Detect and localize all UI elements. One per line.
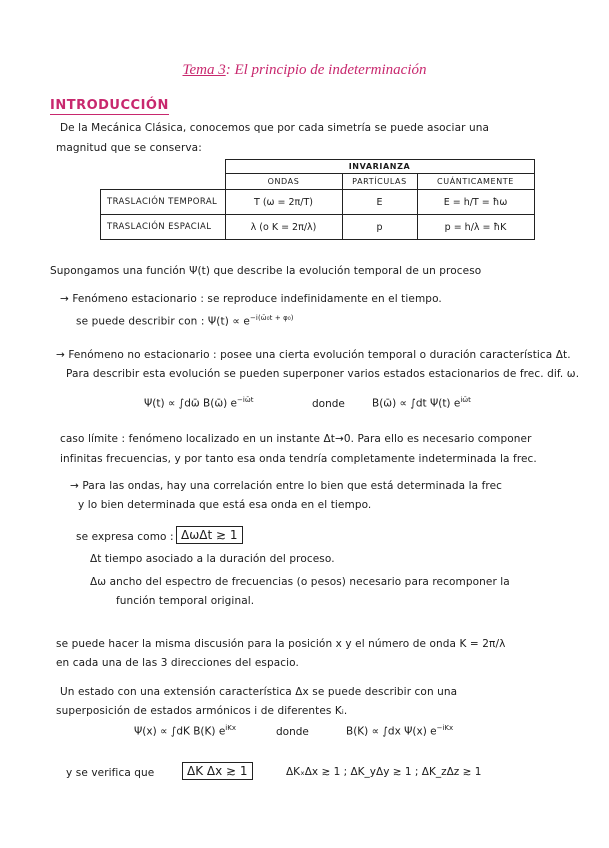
- formula-stationary-exponent: −i(ω̄₀t + φ₀): [249, 314, 294, 322]
- title-prefix: Tema 3: [182, 62, 226, 78]
- table-header-invarianza: INVARIANZA: [225, 160, 534, 174]
- paragraph-estacionario: → Fenómeno estacionario : se reproduce indefinidamente en el tiempo.: [60, 293, 442, 305]
- cell-ondas: T (ω = 2π/T): [225, 190, 342, 215]
- intro-line-2: magnitud que se conserva:: [56, 142, 202, 154]
- equation-b-k-exponent: −iKx: [436, 724, 454, 732]
- cell-ondas: λ (o K = 2π/λ): [225, 215, 342, 240]
- section-heading: INTRODUCCIÓN: [50, 98, 169, 113]
- equation-donde: donde: [312, 398, 345, 410]
- paragraph-verifica: y se verifica que: [66, 767, 155, 779]
- boxed-relation-k-x: ΔK Δx ≳ 1: [182, 762, 253, 780]
- formula-stationary: se puede describir con : Ψ(t) ∝ e: [76, 315, 250, 328]
- equation-donde-2: donde: [276, 726, 309, 738]
- paragraph-direcciones: en cada una de las 3 direcciones del espacio.: [56, 657, 299, 669]
- cell-particulas: p: [342, 215, 417, 240]
- paragraph-delta-t: Δt tiempo asociado a la duración del proceso.: [90, 553, 335, 565]
- cell-particulas: E: [342, 190, 417, 215]
- paragraph-infinitas: infinitas frecuencias, y por tanto esa onda tendría completamente indeterminada la frec.: [60, 453, 537, 465]
- paragraph-tiempo: y lo bien determinada que está esa onda en el tiempo.: [78, 499, 372, 511]
- paragraph-delta-omega: Δω ancho del espectro de frecuencias (o pesos) necesario para recomponer la: [90, 576, 510, 588]
- col-header-cuanticamente: CUÁNTICAMENTE: [417, 174, 534, 190]
- row-label-espacial: TRASLACIÓN ESPACIAL: [101, 215, 226, 240]
- col-header-particulas: PARTÍCULAS: [342, 174, 417, 190]
- equation-psi-t-base: Ψ(t) ∝ ∫dω̄ B(ω̄) e: [144, 397, 238, 410]
- equation-psi-x-exponent: iKx: [225, 724, 236, 732]
- equation-b-omega-exponent: iω̄t: [460, 396, 471, 404]
- paragraph-funcion-temporal: función temporal original.: [116, 595, 255, 607]
- equation-psi-t-exponent: −iω̄t: [237, 396, 254, 404]
- cell-cuanticamente: E = h/T = ħω: [417, 190, 534, 215]
- paragraph-expresa: se expresa como :: [76, 531, 174, 543]
- paragraph-caso-limite: caso límite : fenómeno localizado en un instante Δt→0. Para ello es necesario componer: [60, 433, 532, 445]
- cell-cuanticamente: p = h/λ = ħK: [417, 215, 534, 240]
- equation-b-k: [346, 724, 453, 738]
- paragraph-funcion: Supongamos una función Ψ(t) que describe la evolución temporal de un proceso: [50, 265, 482, 277]
- equation-b-omega: [372, 396, 471, 410]
- equation-b-omega-base: B(ω̄) ∝ ∫dt Ψ(t) e: [372, 397, 461, 410]
- paragraph-ondas: → Para las ondas, hay una correlación entre lo bien que está determinada la frec: [70, 480, 503, 492]
- col-header-ondas: ONDAS: [225, 174, 342, 190]
- paragraph-superposicion: superposición de estados armónicos i de diferentes Kᵢ.: [56, 705, 348, 717]
- equation-psi-x: [134, 724, 236, 738]
- paragraph-no-estacionario: → Fenómeno no estacionario : posee una cierta evolución temporal o duración característica Δt.: [56, 349, 571, 361]
- invariance-table: [100, 159, 535, 240]
- equation-b-k-base: B(K) ∝ ∫dx Ψ(x) e: [346, 725, 437, 738]
- boxed-relation-omega-t: ΔωΔt ≳ 1: [176, 526, 243, 544]
- title-rest: : El principio de indeterminación: [225, 62, 427, 78]
- paragraph-posicion: se puede hacer la misma discusión para la posición x y el número de onda K = 2π/λ: [56, 638, 506, 650]
- row-label-temporal: TRASLACIÓN TEMPORAL: [101, 190, 226, 215]
- equation-psi-x-base: Ψ(x) ∝ ∫dK B(K) e: [134, 725, 226, 738]
- paragraph-describir: [76, 314, 294, 328]
- table-row: [101, 190, 535, 215]
- paragraph-superponer: Para describir esta evolución se pueden superponer varios estados estacionarios de frec. dif. ω.: [66, 368, 580, 380]
- equation-psi-t: [144, 396, 253, 410]
- page-title: [0, 62, 609, 79]
- table-row: [101, 215, 535, 240]
- relations-xyz: ΔKₓΔx ≳ 1 ; ΔK_yΔy ≳ 1 ; ΔK_zΔz ≳ 1: [286, 766, 482, 778]
- intro-line-1: De la Mecánica Clásica, conocemos que por cada simetría se puede asociar una: [60, 122, 490, 134]
- paragraph-estado: Un estado con una extensión característica Δx se puede describir con una: [60, 686, 458, 698]
